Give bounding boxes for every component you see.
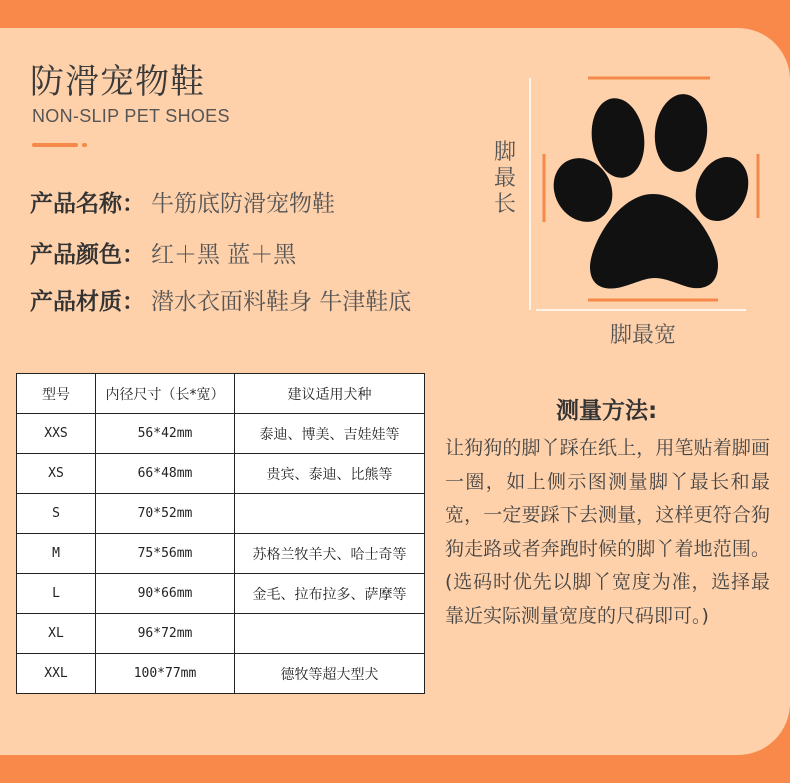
cell-size: 100*77mm [96, 654, 235, 694]
cell-breed: 贵宾、泰迪、比熊等 [235, 454, 425, 494]
table-row [17, 494, 425, 534]
cell-model: XXL [17, 654, 96, 694]
width-label: 脚最宽 [610, 323, 677, 348]
product-name-label: 产品名称： [30, 191, 145, 217]
cell-breed: 苏格兰牧羊犬、哈士奇等 [235, 534, 425, 574]
table-row [17, 614, 425, 654]
cell-size: 96*72mm [96, 614, 235, 654]
page-title: 防滑宠物鞋 [30, 62, 205, 102]
cell-breed [235, 494, 425, 534]
cell-model: M [17, 534, 96, 574]
table-row [17, 574, 425, 614]
size-table [16, 373, 425, 694]
cell-breed: 金毛、拉布拉多、萨摩等 [235, 574, 425, 614]
header-breed: 建议适用犬种 [235, 374, 425, 414]
cell-size: 66*48mm [96, 454, 235, 494]
cell-size: 90*66mm [96, 574, 235, 614]
product-material-value: 潜水衣面料鞋身 牛津鞋底 [151, 289, 412, 315]
product-material-label: 产品材质： [30, 289, 145, 315]
product-color-value: 红＋黑 蓝＋黑 [151, 242, 297, 268]
page-subtitle: NON-SLIP PET SHOES [32, 106, 230, 126]
header-model: 型号 [17, 374, 96, 414]
cell-breed [235, 614, 425, 654]
cell-breed: 泰迪、博美、吉娃娃等 [235, 414, 425, 454]
cell-model: XS [17, 454, 96, 494]
product-color-label: 产品颜色： [30, 242, 145, 268]
header-size: 内径尺寸（长*宽） [96, 374, 235, 414]
table-row [17, 414, 425, 454]
table-row [17, 454, 425, 494]
paw-print-icon [542, 91, 757, 288]
product-name-row [30, 185, 335, 218]
product-name-value: 牛筋底防滑宠物鞋 [151, 191, 335, 217]
table-row [17, 654, 425, 694]
table-header-row [17, 374, 425, 414]
measurement-title: 测量方法: [556, 398, 658, 424]
measurement-text: 让狗狗的脚丫踩在纸上，用笔贴着脚画一圈，如上侧示图测量脚丫最长和最宽，一定要踩下去测量，这样更符合狗狗走路或者奔跑时候的脚丫着地范围。(选码时优先以脚丫宽度为准，选择最靠近实际测量宽度的尺码即可。) [445, 437, 770, 627]
cell-model: XXS [17, 414, 96, 454]
cell-breed: 德牧等超大型犬 [235, 654, 425, 694]
cell-model: L [17, 574, 96, 614]
table-row [17, 534, 425, 574]
cell-size: 56*42mm [96, 414, 235, 454]
cell-size: 70*52mm [96, 494, 235, 534]
cell-model: S [17, 494, 96, 534]
title-underline-dot [82, 143, 87, 147]
title-underline [32, 143, 78, 147]
product-material-row [30, 283, 411, 316]
cell-size: 75*56mm [96, 534, 235, 574]
product-color-row [30, 236, 296, 269]
cell-model: XL [17, 614, 96, 654]
length-label: 脚最长 [493, 140, 516, 217]
